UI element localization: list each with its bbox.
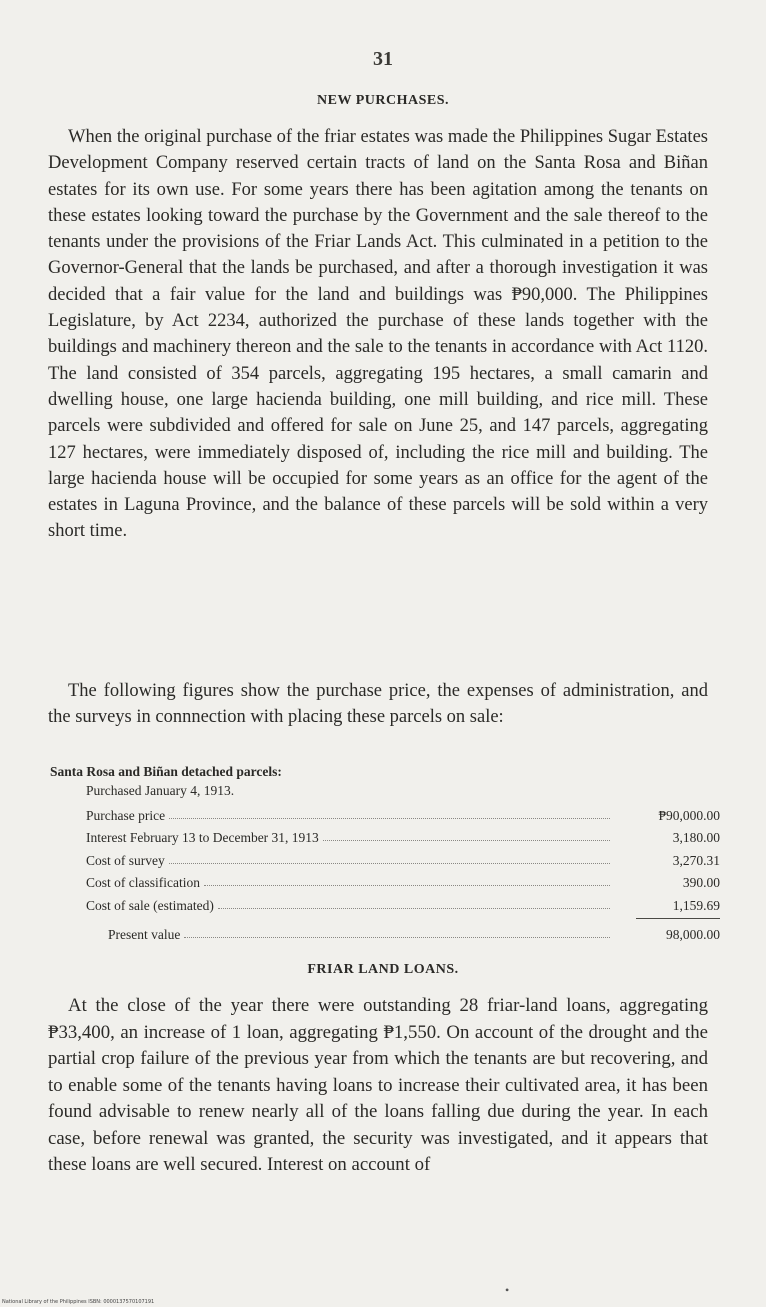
row-value: 390.00: [682, 875, 720, 890]
section-heading-friar-land-loans: FRIAR LAND LOANS.: [307, 962, 459, 977]
row-value: ₱90,000.00: [658, 807, 720, 823]
row-value: 3,180.00: [672, 830, 720, 845]
statement-row: [50, 846, 720, 869]
page-number: 31: [373, 48, 393, 70]
statement-row: [50, 891, 720, 914]
row-value: 1,159.69: [672, 897, 720, 913]
leader-dots: [218, 908, 610, 909]
section-heading-new-purchases: NEW PURCHASES.: [317, 93, 449, 108]
statement-row: [50, 824, 720, 847]
statement-row: [50, 869, 720, 892]
body-paragraph: The following figures show the purchase price, the expenses of administration, and the surveys in connnection with placing these parcels on sale:: [48, 681, 708, 728]
row-label: Interest February 13 to December 31, 1913: [86, 830, 319, 845]
sum-rule: [636, 918, 720, 919]
statement-total-row: [50, 921, 720, 944]
leader-dots: [169, 818, 610, 819]
total-value: 98,000.00: [666, 927, 720, 942]
scan-footer: National Library of the Philippines ISBN: 0000137570107191: [2, 1299, 155, 1305]
body-paragraph: When the original purchase of the friar estates was made the Philippines Sugar Estates Development Company reserved certain tracts of land on the Santa Rosa and Biñan estates for its own use. For some years there has been agitation among the tenants on these estates looking toward the purchase by the Government and the sale thereof to the tenants under the provisions of the Friar Lands Act. This culminated in a petition to the Governor-General that the lands be purchased, and after a thorough investigation it was decided that a fair value for the land and buildings was ₱90,000. The Philippines Legislature, by Act 2234, authorized the purchase of these lands together with the buildings and machinery thereon and the sale to the tenants in accordance with Act 1120. The land consisted of 354 parcels, aggregating 195 hectares, a small camarin and dwelling house, one large hacienda building, one mill building, and rice mill. These parcels were subdivided and offered for sale on June 25, and 147 parcels, aggregating 127 hectares, were immediately disposed of, including the rice mill and building. The large hacienda house will be occupied for some years as an office for the agent of the estates in Laguna Province, and the balance of these parcels will be sold within a very short time.: [48, 127, 708, 542]
body-paragraph: At the close of the year there were outstanding 28 friar-land loans, aggregating ₱33,400, an increase of 1 loan, aggregating ₱1,550. On account of the drought and the partial crop failure of the previous year from which the tenants are but recovering, and to enable some of the tenants having loans to increase their cultivated area, it has been found advisable to renew nearly all of the loans falling due during the year. In each case, before renewal was granted, the security was investigated, and it appears that these loans are well secured. Interest on account of: [48, 995, 708, 1175]
statement-row: [50, 801, 720, 824]
financial-statement: [50, 764, 720, 943]
row-label: Cost of sale (estimated): [86, 897, 214, 913]
leader-dots: [323, 840, 610, 841]
leader-dots: [184, 937, 610, 938]
statement-title: Santa Rosa and Biñan detached parcels:: [50, 764, 282, 779]
row-label: Cost of survey: [86, 852, 165, 868]
leader-dots: [204, 885, 610, 886]
row-value: 3,270.31: [672, 852, 720, 868]
total-label: Present value: [108, 927, 181, 942]
row-label: Purchase price: [86, 807, 166, 823]
row-label: Cost of classification: [86, 875, 200, 890]
statement-subtitle: Purchased January 4, 1913.: [86, 783, 235, 798]
leader-dots: [169, 863, 610, 864]
bottom-mark: •: [505, 1283, 510, 1297]
